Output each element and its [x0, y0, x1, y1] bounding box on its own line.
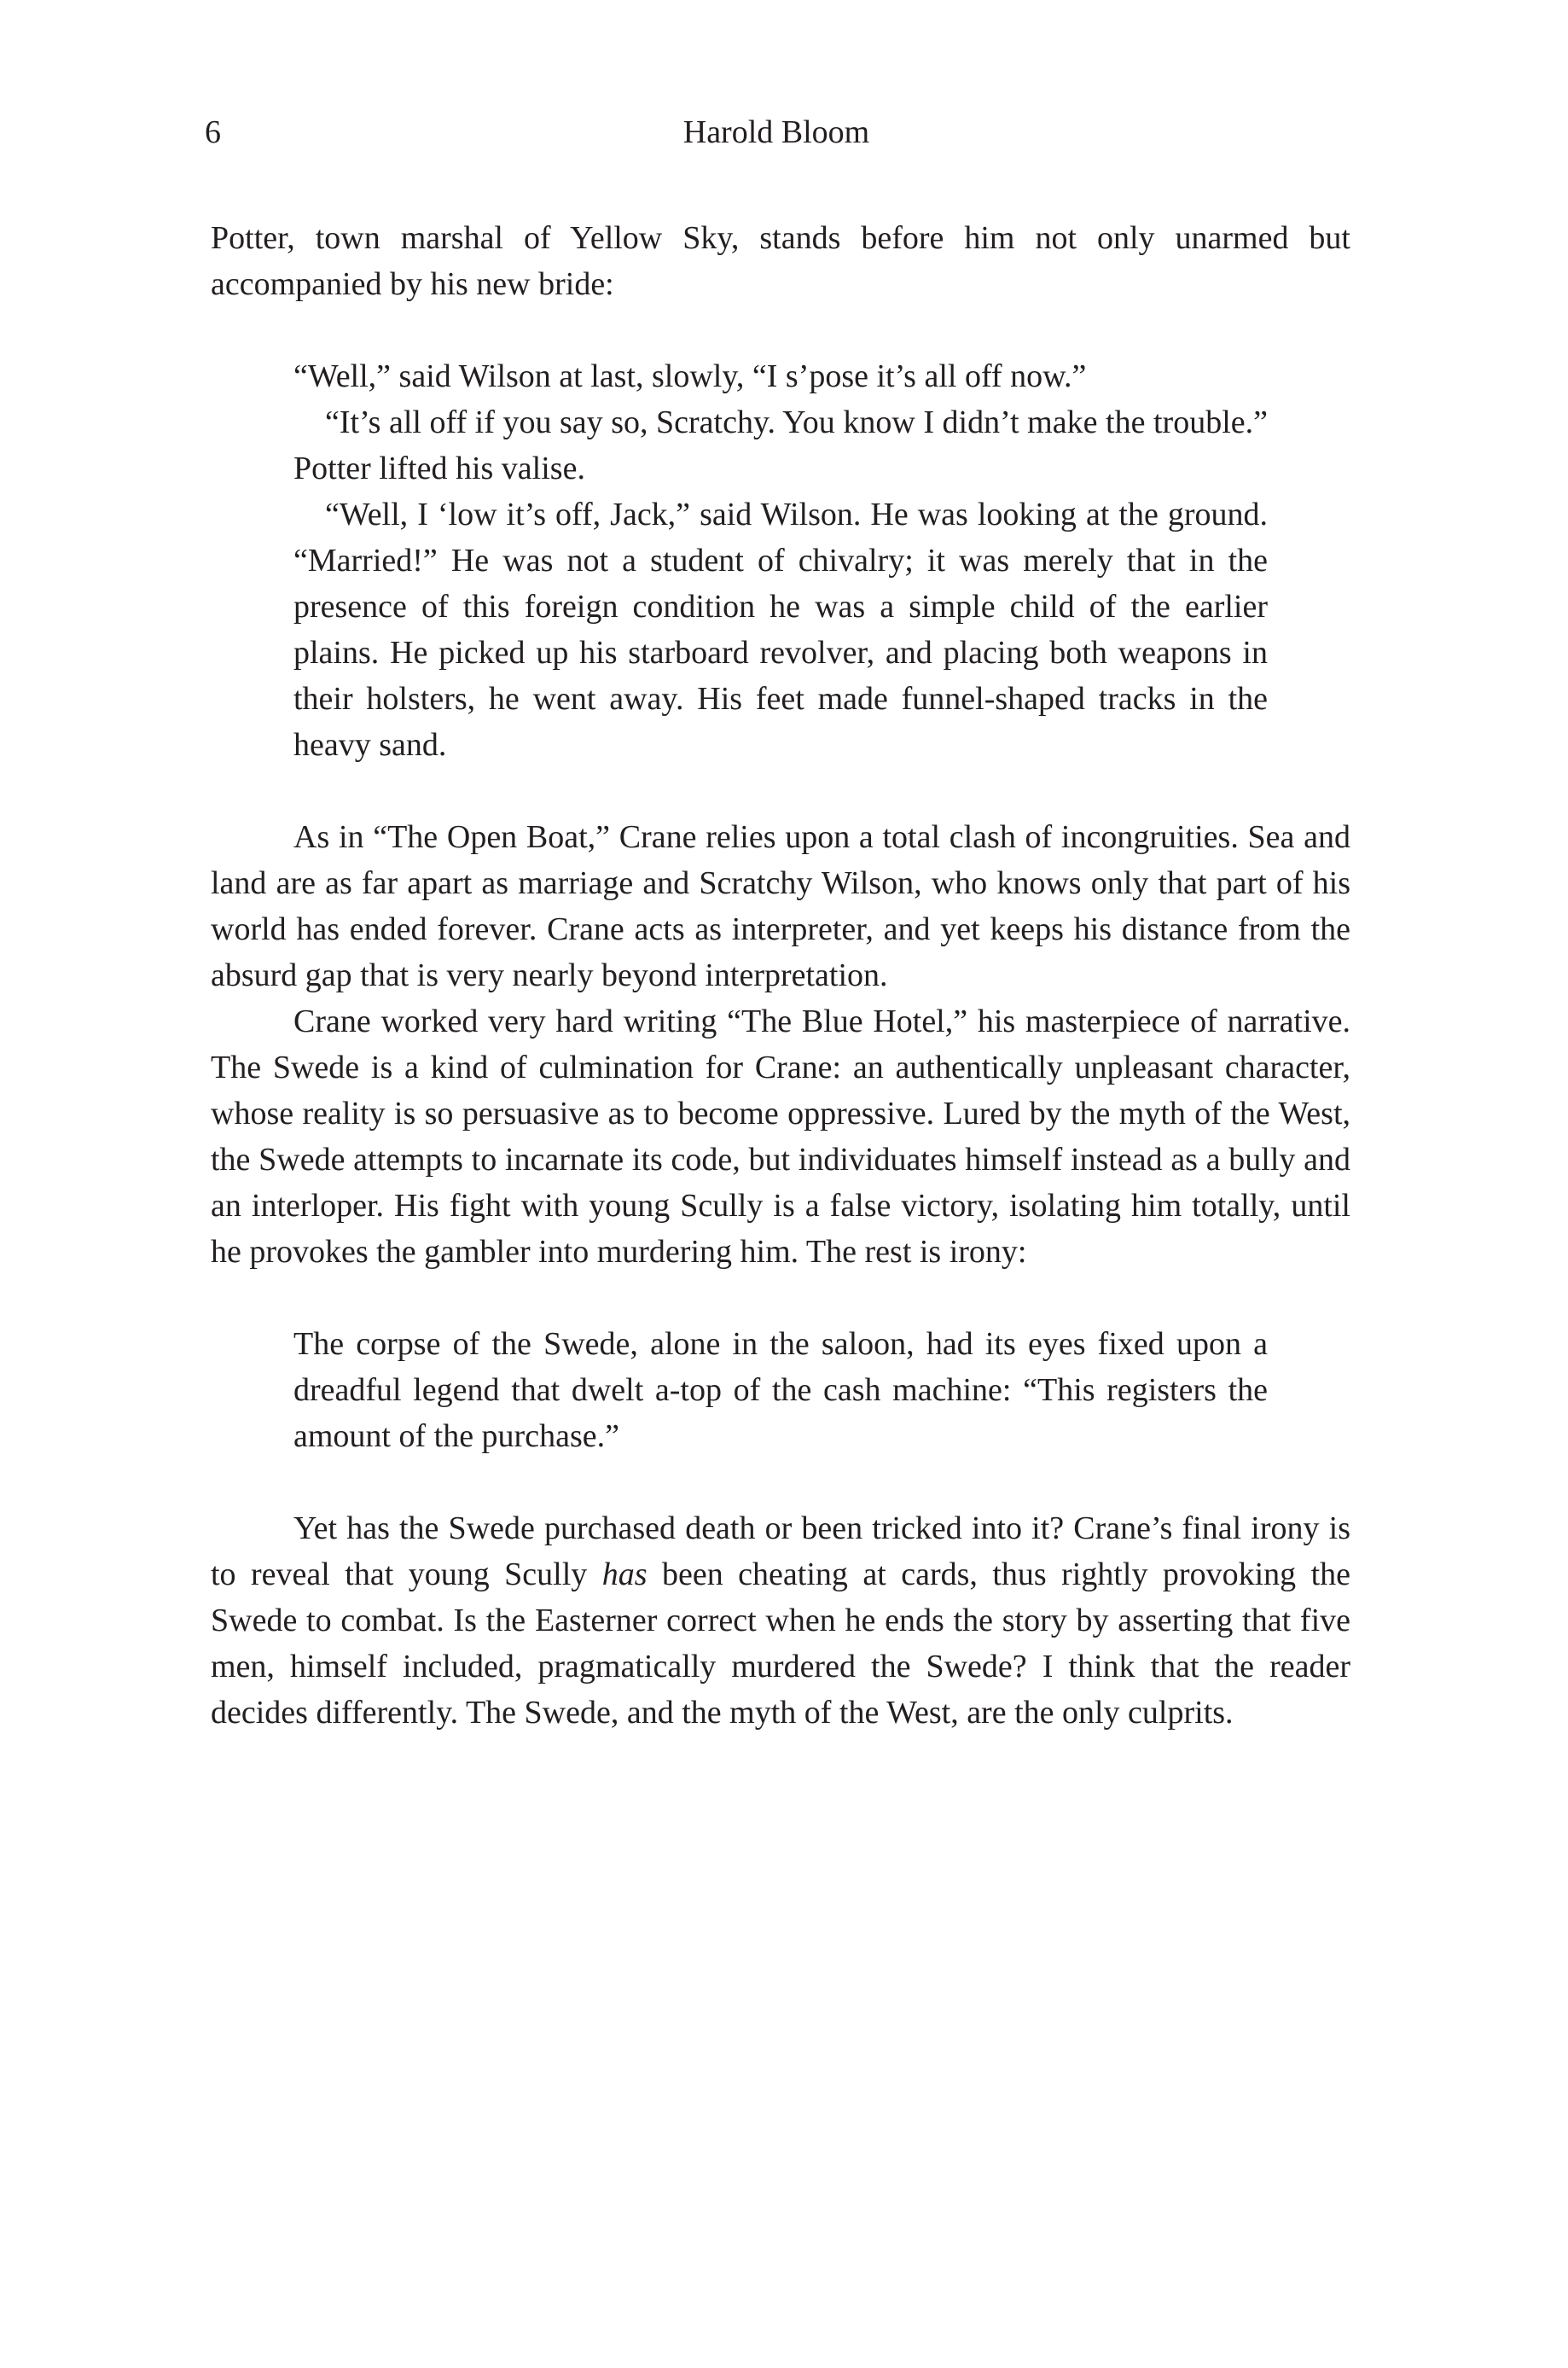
paragraph-4-part-1: Yet has the Swede purchased death or been tricked into it? Crane’s final irony is to reveal that young Scully	[211, 1510, 1350, 1592]
quote-1-line-2: “It’s all off if you say so, Scratchy. You know I didn’t make the trouble.” Potter lifted his valise.	[293, 404, 1268, 486]
page-number: 6	[205, 114, 221, 150]
page-header	[205, 111, 1348, 154]
running-head: Harold Bloom	[682, 114, 870, 150]
paragraph-4	[211, 1505, 1350, 1736]
quote-2-text: The corpse of the Swede, alone in the saloon, had its eyes fixed upon a dreadful legend that dwelt a-top of the cash machine: “This registers the amount of the purchase.”	[293, 1326, 1268, 1454]
body-text	[211, 215, 1350, 1736]
quote-1-line-3: “Well, I ‘low it’s off, Jack,” said Wilson. He was looking at the ground. “Married!” He was not a student of chivalry; it was merely that in the presence of this foreign condition he was a simple child of the earlier plains. He picked up his starboard revolver, and placing both weapons in their holsters, he went away. His feet made funnel-shaped tracks in the heavy sand.	[293, 497, 1268, 763]
block-quote-2	[293, 1321, 1268, 1459]
paragraph-4-part-2: been cheating at cards, thus rightly provoking the Swede to combat. Is the Easterner correct when he ends the story by asserting that five men, himself included, pragmatically murdered the Swede? I think that the reader decides differently. The Swede, and the myth of the West, are the only culprits.	[211, 1556, 1351, 1731]
paragraph-4-emphasis: has	[601, 1556, 648, 1592]
quote-1-line-1: “Well,” said Wilson at last, slowly, “I s’pose it’s all off now.”	[293, 358, 1087, 394]
paragraph-3: Crane worked very hard writing “The Blue Hotel,” his masterpiece of narrative. The Swede is a kind of culmination for Crane: an authentically unpleasant character, whose reality is so persuasive as to become oppressive. Lured by the myth of the West, the Swede attempts to incarnate its code, but individuates himself instead as a bully and an interloper. His fight with young Scully is a false victory, isolating him totally, until he provokes the gambler into murdering him. The rest is irony:	[211, 1004, 1350, 1270]
block-quote-1	[293, 353, 1268, 768]
paragraph-1: Potter, town marshal of Yellow Sky, stands before him not only unarmed but accompanied by his new bride:	[211, 220, 1350, 302]
paragraph-2: As in “The Open Boat,” Crane relies upon a total clash of incongruities. Sea and land are as far apart as marriage and Scratchy Wilson, who knows only that part of his world has ended forever. Crane acts as interpreter, and yet keeps his distance from the absurd gap that is very nearly beyond interpretation.	[211, 819, 1350, 993]
